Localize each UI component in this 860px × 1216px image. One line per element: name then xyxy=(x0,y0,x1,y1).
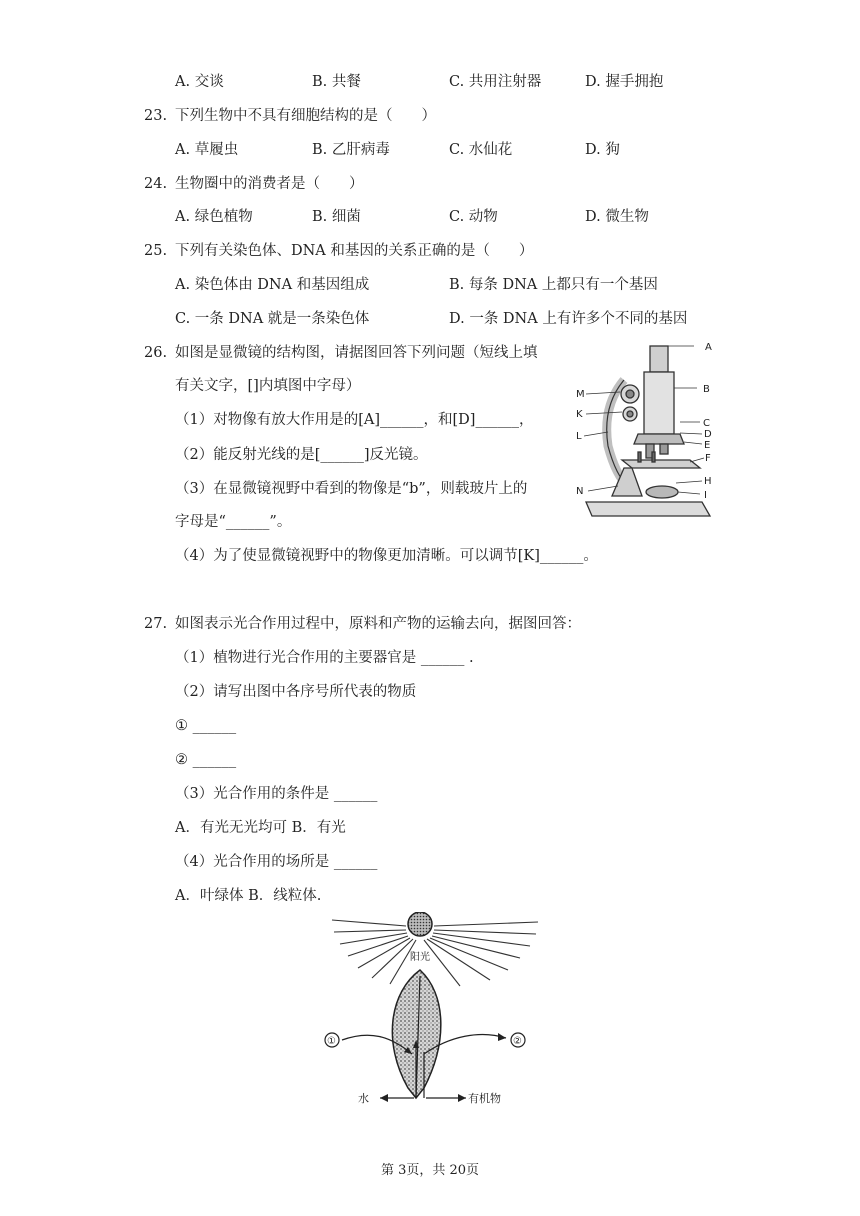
q23-option-c: C. 水仙花 xyxy=(449,142,513,158)
q22-option-d: D. 握手拥抱 xyxy=(585,74,664,90)
q24-option-c: C. 动物 xyxy=(449,209,498,225)
micro-label-h: H xyxy=(704,476,712,487)
q23-option-a: A. 草履虫 xyxy=(175,142,239,158)
q24-number: 24. xyxy=(144,176,168,192)
q24-option-d: D. 微生物 xyxy=(585,209,649,225)
q25-option-a: A. 染色体由 DNA 和基因组成 xyxy=(175,277,370,293)
q27-number: 27. xyxy=(144,616,168,632)
q22-option-b: B. 共餐 xyxy=(312,74,361,90)
q27-sub4-options: A．叶绿体 B．线粒体. xyxy=(175,888,322,904)
micro-label-i: I xyxy=(704,490,707,501)
q25-option-c: C. 一条 DNA 就是一条染色体 xyxy=(175,311,370,327)
q26-number: 26. xyxy=(144,345,168,361)
q26-sub1: （1）对物像有放大作用是的[A]______，和[D]______， xyxy=(175,412,534,428)
photosynthesis-figure xyxy=(320,912,550,1112)
q26-sub3-cont: 字母是“______”。 xyxy=(175,514,292,530)
micro-label-l: L xyxy=(576,431,582,442)
q27-sub2-item2: ② ______ xyxy=(175,752,237,768)
q27-sub4: （4）光合作用的场所是 ______ xyxy=(175,854,378,870)
q25-option-d: D. 一条 DNA 上有许多个不同的基因 xyxy=(449,311,688,327)
q23-stem: 下列生物中不具有细胞结构的是（ ） xyxy=(175,108,436,124)
circle2-label: ② xyxy=(513,1036,522,1047)
q27-sub3: （3）光合作用的条件是 ______ xyxy=(175,786,378,802)
page-footer: 第 3页，共 20页 xyxy=(380,1163,480,1178)
micro-label-a: A xyxy=(705,342,712,353)
micro-label-d: D xyxy=(704,429,712,440)
q25-number: 25. xyxy=(144,243,168,259)
microscope-figure xyxy=(572,336,722,520)
q26-stem-line2: 有关文字，[]内填图中字母） xyxy=(175,378,361,394)
micro-label-e: E xyxy=(704,440,711,451)
q26-stem-line1: 如图是显微镜的结构图，请据图回答下列问题（短线上填 xyxy=(175,345,538,361)
q27-sub3-options: A．有光无光均可 B．有光 xyxy=(175,820,346,836)
micro-label-m: M xyxy=(576,389,585,400)
q27-sub2-item1: ① ______ xyxy=(175,718,237,734)
q23-option-d: D. 狗 xyxy=(585,142,620,158)
water-label: 水 xyxy=(358,1092,369,1105)
q24-option-a: A. 绿色植物 xyxy=(175,209,253,225)
q27-stem: 如图表示光合作用过程中，原料和产物的运输去向，据图回答： xyxy=(175,616,581,632)
q23-option-b: B. 乙肝病毒 xyxy=(312,142,390,158)
q26-sub3: （3）在显微镜视野中看到的物像是“b”，则载玻片上的 xyxy=(175,481,528,497)
circle1-label: ① xyxy=(327,1036,336,1047)
q24-option-b: B. 细菌 xyxy=(312,209,361,225)
q25-stem: 下列有关染色体、DNA 和基因的关系正确的是（ ） xyxy=(175,243,534,259)
q26-sub4: （4）为了使显微镜视野中的物像更加清晰。可以调节[K]______。 xyxy=(175,548,598,564)
q23-number: 23. xyxy=(144,108,168,124)
micro-label-k: K xyxy=(576,409,583,420)
micro-label-f: F xyxy=(705,453,711,464)
sun-label: 阳光 xyxy=(410,952,430,963)
q22-option-c: C. 共用注射器 xyxy=(449,74,542,90)
micro-label-b: B xyxy=(703,384,710,395)
micro-label-c: C xyxy=(703,418,710,429)
q27-sub2: （2）请写出图中各序号所代表的物质 xyxy=(175,684,417,700)
q26-sub2: （2）能反射光线的是[______]反光镜。 xyxy=(175,447,428,463)
q25-option-b: B. 每条 DNA 上都只有一个基因 xyxy=(449,277,658,293)
q24-stem: 生物圈中的消费者是（ ） xyxy=(175,176,364,192)
q22-option-a: A. 交谈 xyxy=(175,74,224,90)
micro-label-n: N xyxy=(576,486,584,497)
q27-sub1: （1）植物进行光合作用的主要器官是 ______ . xyxy=(175,650,474,666)
organic-matter-label: 有机物 xyxy=(468,1092,501,1105)
